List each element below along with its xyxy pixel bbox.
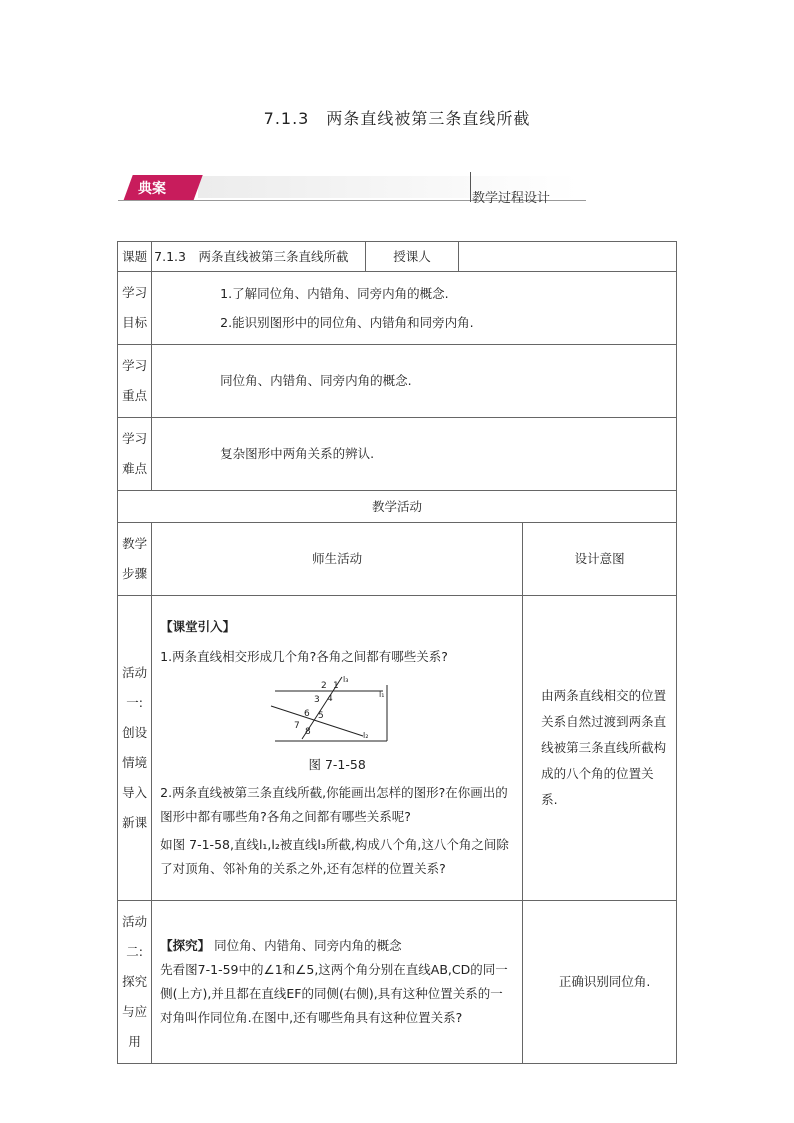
row-activity-2	[118, 901, 677, 1064]
act2-intent: 正确识别同位角.	[523, 901, 677, 1064]
label-goals: 学习目标	[118, 272, 152, 345]
row-topic	[118, 242, 677, 272]
banner-subtitle: 教学过程设计	[472, 191, 551, 206]
act1-label: 活动一:创设情境导入新课	[118, 596, 152, 901]
figure-7-1-58	[160, 673, 514, 751]
fig-label: 7	[294, 721, 300, 731]
row-difficulty	[118, 418, 677, 491]
banner-tag: 典案	[138, 181, 166, 197]
fig-label: l₂	[363, 731, 369, 740]
figure-diagram	[267, 673, 407, 743]
act1-intent: 由两条直线相交的位置关系自然过渡到两条直线被第三条直线所截构成的八个角的位置关系.	[523, 596, 677, 901]
label-topic: 课题	[118, 242, 152, 272]
row-goals	[118, 272, 677, 345]
row-key	[118, 345, 677, 418]
goal-item: 1.了解同位角、内错角、同旁内角的概念.	[220, 286, 449, 301]
act2-content	[152, 901, 523, 1064]
fig-label: 1	[333, 681, 339, 691]
act2-text: 先看图7-1-59中的∠1和∠5,这两个角分别在直线AB,CD的同一侧(上方),并且都在直线EF的同侧(右侧),具有这种位置关系的一对角叫作同位角.在图中,还有哪些角具有这种位置关系?	[160, 962, 508, 1025]
act1-q2: 2.两条直线被第三条直线所截,你能画出怎样的图形?在你画出的图形中都有哪些角?各角之间都有哪些关系呢?	[160, 785, 508, 824]
label-activity: 师生活动	[152, 523, 523, 596]
act1-q3: 如图 7-1-58,直线l₁,l₂被直线l₃所截,构成八个角,这八个角之间除了对顶角、邻补角的关系之外,还有怎样的位置关系?	[160, 837, 509, 876]
fig-label: 5	[318, 711, 324, 721]
row-columns-header	[118, 523, 677, 596]
section-banner	[118, 172, 678, 206]
row-activity-1	[118, 596, 677, 901]
fig-label: l₁	[379, 690, 385, 699]
act1-heading: 【课堂引入】	[160, 619, 236, 634]
page-title: 7.1.3 两条直线被第三条直线所截	[263, 109, 531, 128]
fig-label: 6	[304, 709, 310, 719]
lesson-plan-table	[117, 241, 677, 1064]
difficulty-content: 复杂图形中两角关系的辨认.	[152, 418, 677, 491]
act2-heading-rest: 同位角、内错角、同旁内角的概念	[214, 938, 402, 953]
key-content: 同位角、内错角、同旁内角的概念.	[152, 345, 677, 418]
fig-label: 3	[314, 695, 320, 705]
label-difficulty: 学习难点	[118, 418, 152, 491]
teacher-value	[458, 242, 676, 272]
label-intent: 设计意图	[523, 523, 677, 596]
fig-label: 4	[327, 694, 333, 704]
banner-divider	[470, 172, 471, 202]
fig-label: l₃	[343, 675, 349, 684]
goal-item: 2.能识别图形中的同位角、内错角和同旁内角.	[220, 315, 474, 330]
row-activities-header	[118, 491, 677, 523]
figure-caption: 图 7-1-58	[308, 757, 366, 772]
goals-content	[152, 272, 677, 345]
fig-label: 8	[305, 727, 311, 737]
topic-value: 7.1.3 两条直线被第三条直线所截	[152, 242, 366, 272]
fig-label: 2	[321, 681, 327, 691]
act2-heading: 【探究】	[160, 938, 211, 953]
label-teacher: 授课人	[366, 242, 458, 272]
act1-content	[152, 596, 523, 901]
label-steps: 教学步骤	[118, 523, 152, 596]
activities-header: 教学活动	[118, 491, 677, 523]
label-key: 学习重点	[118, 345, 152, 418]
act1-q1: 1.两条直线相交形成几个角?各角之间都有哪些关系?	[160, 649, 448, 664]
act2-label: 活动二:探究与应用	[118, 901, 152, 1064]
